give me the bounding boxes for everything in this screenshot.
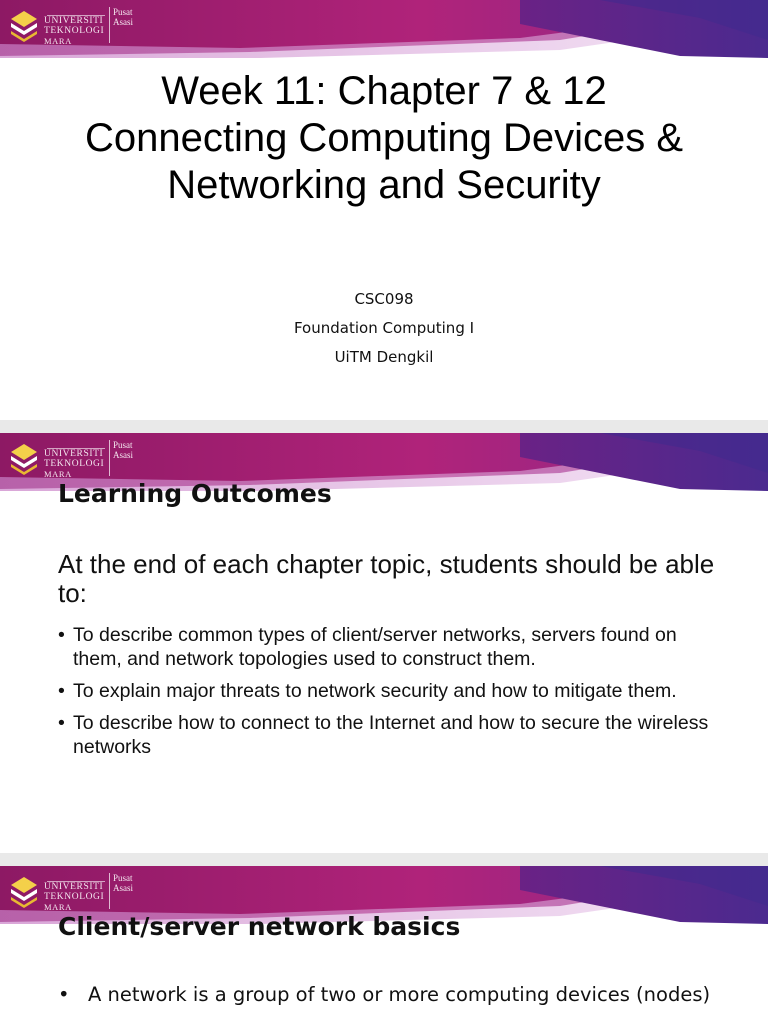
jawi-script-icon [47, 439, 105, 449]
logo-subtext: Asasi [113, 883, 133, 893]
course-code: CSC098 [354, 290, 414, 308]
logo-subtext: Pusat [113, 7, 133, 17]
course-name: Foundation Computing I [293, 319, 475, 337]
logo-divider [109, 873, 110, 909]
logo-text-line: MARA [44, 469, 72, 479]
crest-icon [9, 9, 39, 43]
slide-heading: Learning Outcomes [58, 479, 332, 508]
list-item: • A network is a group of two or more computing devices (nodes) [58, 983, 748, 1007]
logo-text-line: TEKNOLOGI [44, 892, 105, 902]
jawi-script-icon [47, 872, 105, 882]
list-item: • To describe how to connect to the Internet and how to secure the wireless networks [58, 711, 728, 759]
uitm-logo [9, 438, 149, 480]
list-item: • To describe common types of client/server networks, servers found on them, and network topologies used to construct them. [58, 623, 728, 671]
client-server-slide [0, 866, 768, 1024]
jawi-script-icon [47, 6, 105, 16]
logo-text-line: TEKNOLOGI [44, 459, 105, 469]
crest-icon [9, 875, 39, 909]
logo-text-line: UNIVERSITI [44, 16, 104, 26]
outcome-list [58, 623, 728, 767]
logo-divider [109, 440, 110, 476]
uitm-logo [9, 871, 149, 913]
slide-heading: Client/server network basics [58, 912, 461, 941]
slide-title: Week 11: Chapter 7 & 12 Connecting Computing Devices & Networking and Security [84, 69, 684, 207]
logo-subtext: Pusat [113, 440, 133, 450]
list-item: • To explain major threats to network security and how to mitigate them. [58, 679, 728, 703]
logo-text-line: UNIVERSITI [44, 882, 104, 892]
intro-text: At the end of each chapter topic, students should be able to: [58, 549, 715, 608]
logo-text-line: MARA [44, 36, 72, 46]
logo-subtext: Pusat [113, 873, 133, 883]
logo-divider [109, 7, 110, 43]
logo-subtext: Asasi [113, 450, 133, 460]
title-slide [0, 0, 768, 420]
logo-text-line: MARA [44, 902, 72, 912]
learning-outcomes-slide [0, 433, 768, 853]
logo-subtext: Asasi [113, 17, 133, 27]
campus-name: UiTM Dengkil [334, 348, 434, 366]
logo-text-line: TEKNOLOGI [44, 26, 105, 36]
crest-icon [9, 442, 39, 476]
logo-text-line: UNIVERSITI [44, 449, 104, 459]
uitm-logo [9, 5, 149, 47]
